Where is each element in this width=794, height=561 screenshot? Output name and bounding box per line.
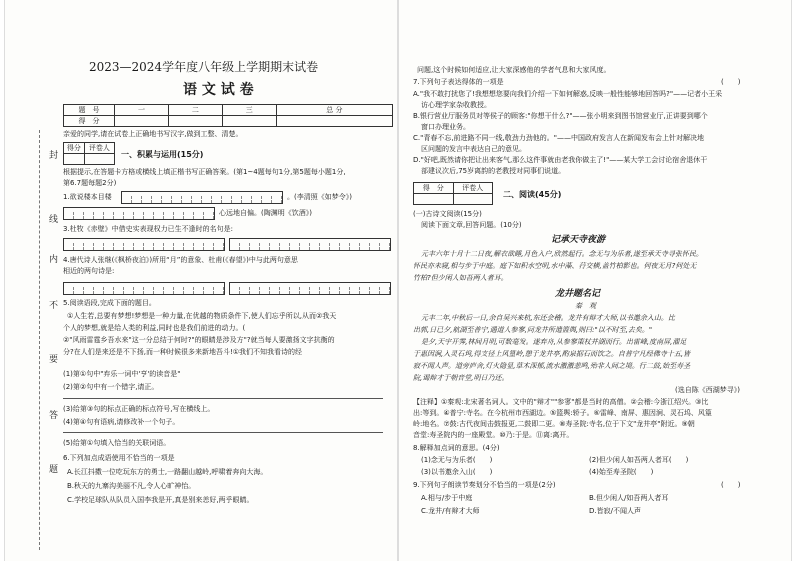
answer-cell[interactable]	[204, 287, 214, 295]
answer-cell[interactable]	[262, 196, 272, 204]
side-label: 内	[49, 255, 59, 265]
grader-table	[413, 182, 493, 205]
answer-cell[interactable]	[174, 243, 184, 251]
answer-cell[interactable]	[242, 196, 252, 204]
side-label: 不	[49, 301, 59, 311]
section2-title: 二、阅读(45分)	[503, 190, 562, 199]
grader-score: 得 分	[414, 183, 454, 194]
answer-cell[interactable]	[360, 243, 370, 251]
grader-table	[63, 142, 115, 165]
note-line: 岭:地名。⑦鼓:古代夜间击鼓报更,二鼓即二更。⑧寿圣院:寺名,位于下文"龙井亭"附近。⑨朝	[413, 420, 695, 428]
answer-cell[interactable]	[310, 287, 320, 295]
answer-cell[interactable]	[340, 287, 350, 295]
intro-text: 亲爱的同学,请在试卷上正确地书写汉字,做到工整、清楚。	[63, 130, 243, 138]
answer-cell[interactable]	[64, 243, 74, 251]
q9-option[interactable]: C.龙井/有辩才大师	[421, 507, 480, 515]
grader-cell[interactable]	[84, 154, 114, 165]
answer-cell[interactable]	[222, 196, 232, 204]
answer-cell[interactable]	[154, 243, 164, 251]
answer-cell[interactable]	[280, 243, 290, 251]
passage-source: (选自陈《西湖梦寻》)	[675, 386, 740, 394]
answer-cell[interactable]	[94, 243, 104, 251]
exam-title: 2023—2024学年度八年级上学期期末试卷	[89, 60, 319, 74]
answer-cell[interactable]	[232, 196, 242, 204]
answer-cell[interactable]	[114, 212, 124, 220]
subject-title: 语 文 试 卷	[183, 82, 254, 98]
answer-cell[interactable]	[260, 287, 270, 295]
q9-paren: ( )	[721, 481, 741, 489]
answer-cell[interactable]	[94, 287, 104, 295]
sub-question: (1)第①句中"弃乐一词中'亨'的读音是"	[63, 370, 181, 378]
answer-cell[interactable]	[184, 212, 194, 220]
answer-cell[interactable]	[350, 243, 360, 251]
q6: 6.下列加点成语使用不恰当的一项是	[63, 454, 175, 462]
q9-option[interactable]: B.但少闲人/如吾两人者耳	[589, 494, 669, 502]
answer-cell[interactable]	[154, 212, 164, 220]
answer-cell[interactable]	[212, 196, 222, 204]
note-line: 【注释】①秦观:北宋著名词人。文中的"辩才""参寥"都是当时的高僧。②会稽:今浙江绍兴。③比	[413, 398, 709, 406]
score-table	[63, 104, 393, 127]
passage-line: 元丰六年十月十二日夜,解衣欲睡,月色入户,欣然起行。念无与为乐者,遂至承天寺寻张怀民。	[421, 250, 703, 258]
q7-option: 访心理学家杂收教授。	[421, 101, 491, 109]
side-label: 答	[49, 411, 59, 421]
answer-cell[interactable]	[280, 287, 290, 295]
passage-line: 竹柏?但少闲人如吾两人者耳。	[413, 274, 508, 282]
q6-option: C.学校足球队从队员入国李我是开,真是别来恙好,两乎眼睛。	[67, 496, 254, 504]
grader-name: 评卷人	[84, 143, 114, 154]
passage-line: 个人的梦想,就是给人类的利益,同时也是我们前进的动力。(	[63, 324, 246, 332]
side-label: 封	[49, 151, 59, 161]
answer-cell[interactable]	[114, 243, 124, 251]
grader-name: 评卷人	[453, 183, 493, 194]
answer-cell[interactable]	[144, 287, 154, 295]
answer-cell[interactable]	[270, 243, 280, 251]
answer-cell[interactable]	[84, 287, 94, 295]
answer-cell[interactable]	[134, 243, 144, 251]
answer-cell[interactable]	[134, 287, 144, 295]
passage-title: 记承天寺夜游	[551, 235, 606, 245]
answer-cell[interactable]	[290, 243, 300, 251]
side-label: 题	[49, 465, 59, 475]
answer-cell[interactable]	[172, 196, 182, 204]
section1-title: 一、积累与运用(15分)	[121, 150, 204, 159]
q7-option: A."我不敢打扰您了!我想想您要向我们介绍一下如何解惑,反映一般性能够地回答吗?"——记者小王采	[413, 90, 723, 98]
text-line: 问题,这个时候如何适应,让大家深感他的学者气息和大家风度。	[417, 66, 611, 74]
q8-item[interactable]: (1)念无与为乐者( )	[421, 456, 493, 464]
grader-cell[interactable]	[414, 194, 454, 205]
score-cell[interactable]	[222, 116, 276, 127]
sub-question: (2)第②句中有一个错字,请正。	[63, 383, 159, 391]
q7-option: 窗口办理业务。	[421, 123, 470, 131]
answer-boxes[interactable]	[63, 207, 215, 220]
q6-option: A.长江抖擞一位吃玩东方的勇士,一路翻山越岭,呼啸着奔向大海。	[67, 468, 268, 476]
q8-item[interactable]: (3)以书邀余入山( )	[421, 468, 493, 476]
q6-option: B.秋天的九寨沟美丽不凡,令人心旷神怡。	[67, 482, 196, 490]
passage-line: 分?在人们是来还是不下扬,而一种时候很多来新地吾斗!①我们不知我看诗的经	[63, 348, 303, 356]
q7-option: B.银行营业厅服务员对等侯子的顾客:"你想干什么?"——张小明来到图书馆营业厅,正讲要到哪个	[413, 112, 708, 120]
answer-cell[interactable]	[154, 287, 164, 295]
q4: 4.唐代诗人张继(《枫桥夜泊》)所用“月”的意象、杜甫(《春望》)中与此两句意思	[63, 256, 298, 264]
answer-cell[interactable]	[194, 212, 204, 220]
answer-cell[interactable]	[84, 243, 94, 251]
score-header: 一	[115, 105, 169, 116]
q7: 7.下列句子表达得体的一项是	[413, 78, 504, 86]
answer-cell[interactable]	[84, 212, 94, 220]
answer-cell[interactable]	[192, 196, 202, 204]
passage-line: 怀民亦未寝,相与步于中庭。庭下如积水空明,水中藻、荇交横,盖竹柏影也。何夜无月?何处无	[413, 262, 697, 270]
sub-question: (4)第④句有语病,请修改补一个句子。	[63, 418, 180, 426]
answer-cell[interactable]	[94, 212, 104, 220]
grader-cell[interactable]	[453, 194, 493, 205]
answer-boxes[interactable]	[63, 282, 225, 295]
answer-cell[interactable]	[194, 287, 204, 295]
passage-line: ①人生若,总要有梦想!梦想是一种力量,在优越的物质条件下,使人们忘乎所以,从而②我天	[67, 312, 337, 320]
score-header: 三	[222, 105, 276, 116]
answer-cell[interactable]	[202, 196, 212, 204]
left-page	[4, 0, 398, 561]
score-header: 二	[168, 105, 222, 116]
answer-cell[interactable]	[250, 287, 260, 295]
answer-cell[interactable]	[164, 212, 174, 220]
passage-line: 出郭,日已夕,航湖至普宁,遇道人参寥,问龙井所遣篮舆,则曰:"以不时至,去矣。"	[413, 326, 653, 334]
answer-cell[interactable]	[240, 243, 250, 251]
note-line: 出:等到。④普宁:寺名。在今杭州市西湖边。⑤篮舆:轿子。⑥雷峰、南屏、惠因涧、灵石坞、风篁	[413, 409, 712, 417]
passage-line: ②"风雨雷霆乡吾水来"这一分总结于何时?"的眼睛是涉及方"?就当每人要激扬文字抗衡的	[63, 336, 335, 344]
answer-line[interactable]	[63, 432, 383, 433]
answer-cell[interactable]	[350, 287, 360, 295]
answer-cell[interactable]	[64, 212, 74, 220]
answer-cell[interactable]	[144, 243, 154, 251]
answer-boxes[interactable]	[63, 238, 225, 251]
answer-cell[interactable]	[272, 196, 282, 204]
note-line: 音堂:寿圣院内的一座殿堂。⑩乃:于是。⑪离:离开。	[413, 431, 574, 439]
passage-title: 龙井题名记	[555, 289, 601, 299]
passage-line: 于惠因涧,入灵石坞,得支径上风篁岭,憩于龙井亭,酌泉据石而饮之。自普宁凡经佛寺十五,皆	[413, 350, 691, 358]
score-cell[interactable]	[276, 116, 392, 127]
answer-cell[interactable]	[214, 243, 224, 251]
score-cell[interactable]	[115, 116, 169, 127]
q9: 9.下列句子朗读节奏划分不恰当的一项是(2分)	[413, 481, 556, 489]
answer-cell[interactable]	[104, 212, 114, 220]
answer-cell[interactable]	[152, 196, 162, 204]
answer-cell[interactable]	[194, 243, 204, 251]
answer-cell[interactable]	[142, 196, 152, 204]
answer-cell[interactable]	[204, 212, 214, 220]
answer-cell[interactable]	[104, 243, 114, 251]
score-header: 题 号	[64, 105, 115, 116]
answer-cell[interactable]	[74, 212, 84, 220]
q8-item[interactable]: (4)始至寿圣院( )	[589, 468, 654, 476]
q2: 心远地自偏。(陶渊明《饮酒》)	[219, 209, 312, 217]
answer-cell[interactable]	[174, 212, 184, 220]
side-label: 要	[49, 355, 59, 365]
answer-cell[interactable]	[320, 287, 330, 295]
answer-cell[interactable]	[114, 287, 124, 295]
answer-cell[interactable]	[74, 287, 84, 295]
answer-cell[interactable]	[230, 243, 240, 251]
passage-line: 元丰二年,中秋后一日,余自吴兴来杭,东还会稽。龙井有辩才大师,以书邀余入山。比	[421, 314, 675, 322]
answer-cell[interactable]	[370, 243, 380, 251]
answer-cell[interactable]	[124, 212, 134, 220]
instruction: 根据提示,在答题卡方格或横线上填正楷书写正确答案。(第1~4题每句1分,第5题每小题1分,	[63, 168, 346, 176]
answer-cell[interactable]	[184, 287, 194, 295]
q9-option[interactable]: A.相与/步于中庭	[421, 494, 473, 502]
q7-option: C."青春不忘,前进路不同一线,敬劲力劲他的。"——中国政府发言人在新闻发布会上针对解决地	[413, 134, 705, 142]
answer-cell[interactable]	[360, 287, 370, 295]
answer-cell[interactable]	[290, 287, 300, 295]
passage-line: 寂不闻人声。道旁庐舍,灯火隐显,草木深郁,流水激激悲鸣,殆非人间之境。行二鼓,始至寿圣	[413, 362, 691, 370]
q1-source: 。(李清照《如梦令》)	[287, 193, 352, 201]
answer-cell[interactable]	[74, 243, 84, 251]
q7-option: 区问题的发言中表达自己的意见。	[421, 145, 526, 153]
q1: 1.欲说楼本目楼	[63, 193, 112, 201]
score-row-label: 得 分	[64, 116, 115, 127]
answer-cell[interactable]	[250, 243, 260, 251]
answer-cell[interactable]	[144, 212, 154, 220]
answer-cell[interactable]	[174, 287, 184, 295]
grader-cell[interactable]	[64, 154, 85, 165]
q7-option: 部建议次后,75岁离韵的老教授对同事们说道。	[421, 167, 566, 175]
passage-line: 院,谒辩才于朝音堂,明日乃还。	[413, 374, 509, 382]
answer-cell[interactable]	[340, 243, 350, 251]
answer-cell[interactable]	[124, 243, 134, 251]
side-label: 线	[49, 215, 59, 225]
answer-cell[interactable]	[380, 243, 390, 251]
subsection: 阅读下面文章,回答问题。(10分)	[421, 221, 522, 229]
answer-cell[interactable]	[124, 287, 134, 295]
binding-line	[39, 130, 40, 550]
q4b: 相近的两句诗是:	[63, 267, 115, 275]
q3: 3.杜牧《赤壁》中借史实表现权力已生不逢时的名句是:	[63, 225, 234, 233]
answer-cell[interactable]	[132, 196, 142, 204]
q9-option[interactable]: D.皆寂/不闻人声	[589, 507, 641, 515]
answer-cell[interactable]	[230, 287, 240, 295]
answer-cell[interactable]	[240, 287, 250, 295]
answer-cell[interactable]	[164, 287, 174, 295]
q7-paren: ( )	[721, 78, 741, 86]
answer-cell[interactable]	[260, 243, 270, 251]
answer-cell[interactable]	[252, 196, 262, 204]
q5: 5.阅读语段,完成下面的题目。	[63, 299, 156, 307]
sub-question: (5)给第①句填入恰当的关联词语。	[63, 439, 171, 447]
subsection: (一)古诗文阅读(15分)	[413, 210, 482, 218]
answer-cell[interactable]	[330, 287, 340, 295]
answer-cell[interactable]	[380, 287, 390, 295]
answer-cell[interactable]	[182, 196, 192, 204]
answer-cell[interactable]	[162, 196, 172, 204]
answer-cell[interactable]	[104, 287, 114, 295]
answer-line[interactable]	[63, 398, 383, 399]
q8-item[interactable]: (2)但少闲人如吾两人者耳( )	[589, 456, 689, 464]
answer-cell[interactable]	[370, 287, 380, 295]
answer-cell[interactable]	[164, 243, 174, 251]
answer-cell[interactable]	[330, 243, 340, 251]
q7-option: D."好吧,既然请你把让出来客气,那么这件事就由老我你做主了!"——某大学工会讨论宿舍退休干	[413, 156, 708, 164]
sub-question: (3)给第③句的标点正确的标点符号,写在横线上。	[63, 405, 215, 413]
grader-score: 得分	[64, 143, 85, 154]
answer-cell[interactable]	[122, 196, 132, 204]
answer-cell[interactable]	[64, 287, 74, 295]
right-page	[398, 0, 792, 561]
answer-boxes[interactable]	[229, 282, 391, 295]
score-header: 总 分	[276, 105, 392, 116]
answer-cell[interactable]	[300, 243, 310, 251]
instruction-2: 第6.7题每题2分)	[63, 179, 117, 187]
answer-cell[interactable]	[320, 243, 330, 251]
answer-cell[interactable]	[134, 212, 144, 220]
answer-cell[interactable]	[300, 287, 310, 295]
answer-cell[interactable]	[310, 243, 320, 251]
answer-cell[interactable]	[214, 287, 224, 295]
answer-cell[interactable]	[184, 243, 194, 251]
q8: 8.解释加点词的意思。(4分)	[413, 444, 500, 452]
answer-boxes[interactable]	[121, 191, 283, 204]
answer-cell[interactable]	[270, 287, 280, 295]
passage-author: 秦 观	[575, 302, 596, 310]
answer-cell[interactable]	[204, 243, 214, 251]
passage-line: 是夕,天宇开霁,林间月明,可数毫发。遂弃舟,从参寥策杖并湖而行。出雷峰,度南屏,濯足	[421, 338, 687, 346]
answer-boxes[interactable]	[229, 238, 391, 251]
score-cell[interactable]	[168, 116, 222, 127]
